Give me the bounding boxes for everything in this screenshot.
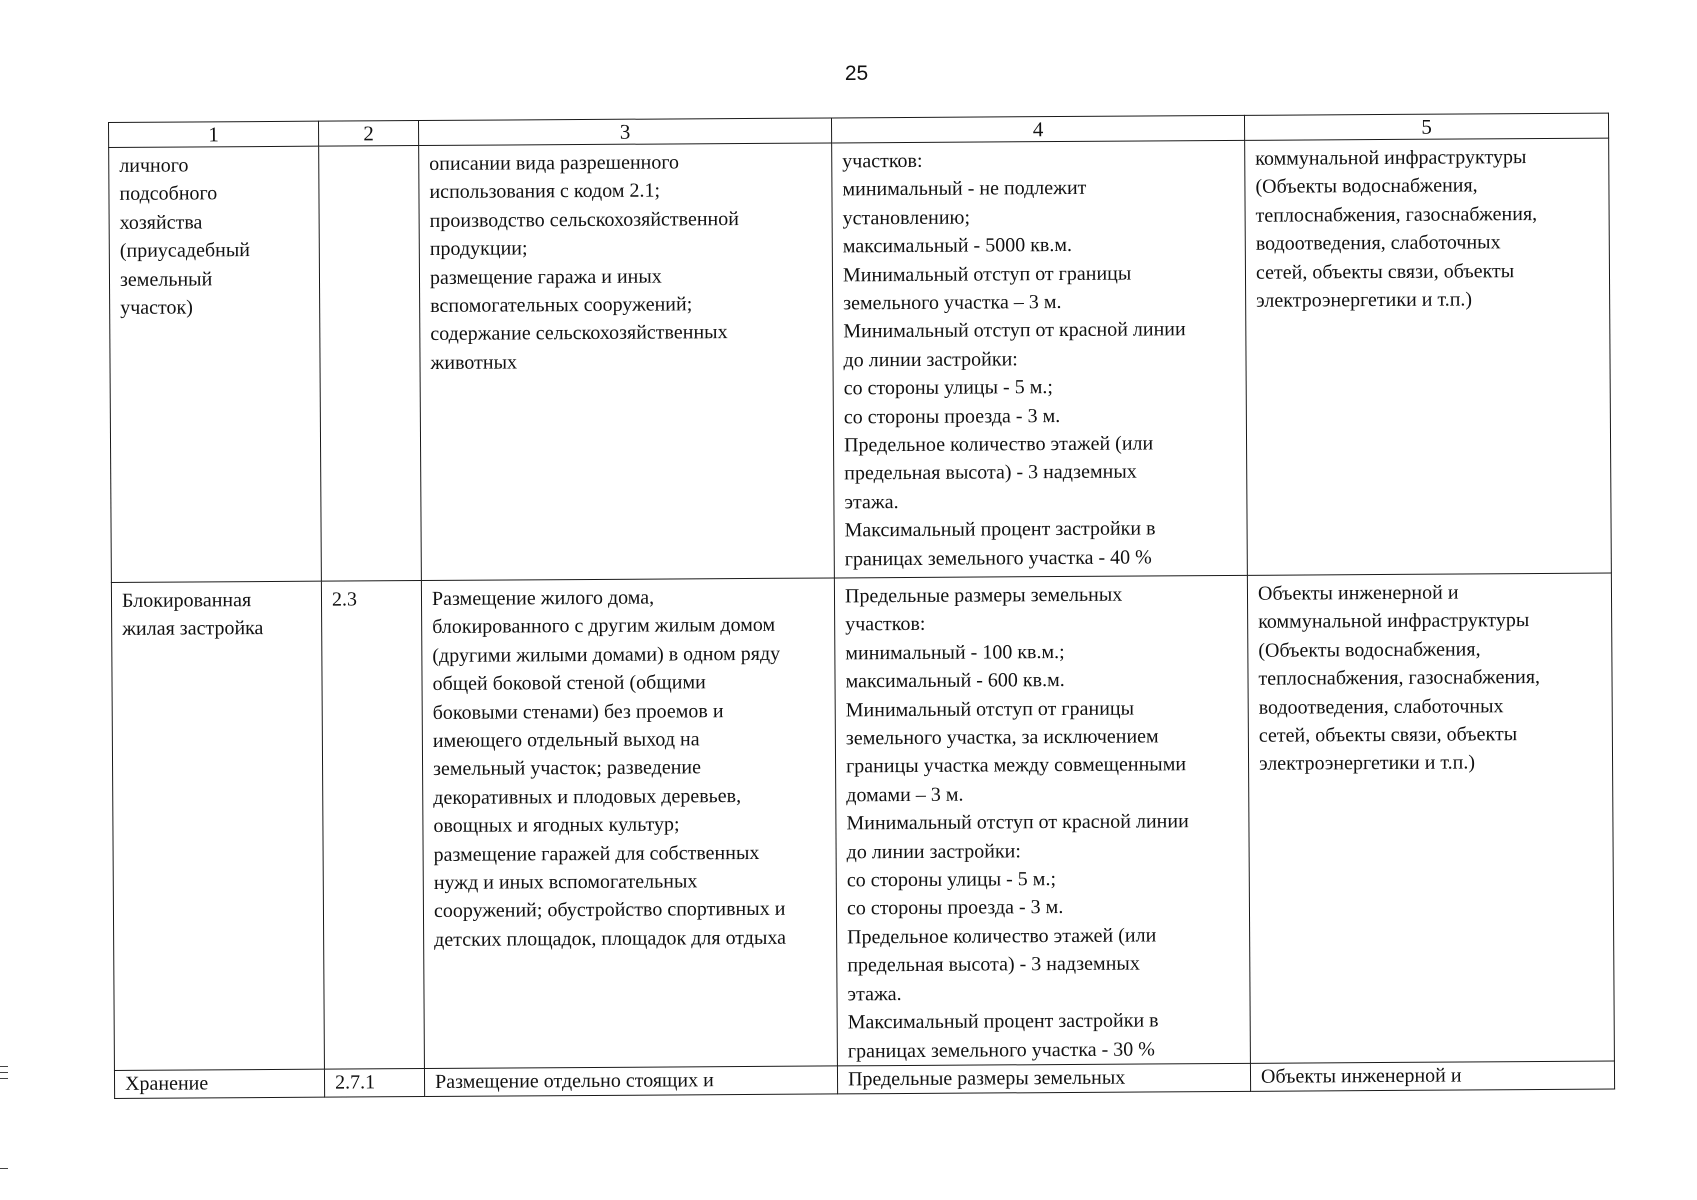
cell-text-line: участок) (120, 296, 193, 319)
cell-text-line: размещение гаража и иных (429, 265, 662, 289)
cell-text-line: сетей, объекты связи, объекты (1258, 723, 1518, 747)
cell-text-line: сооружений; обустройство спортивных и (433, 898, 786, 923)
use-name-cell (114, 1069, 324, 1098)
zoning-table (108, 113, 1615, 1099)
cell-text-line: 2.7.1 (334, 1071, 376, 1094)
cell-text-line: до линии застройки: (843, 348, 1018, 372)
cell-text-line: земельного участка, за исключением (845, 725, 1159, 750)
cell-text-line: Максимальный процент застройки в (844, 517, 1156, 542)
cell-text-line: теплоснабжения, газоснабжения, (1258, 666, 1541, 691)
cell-text-line: со стороны проезда - 3 м. (846, 896, 1064, 920)
infrastructure-cell (1245, 138, 1612, 575)
cell-text-line: электроэнергетики и т.п.) (1256, 288, 1473, 312)
cell-text-line: Объекты инженерной и (1257, 581, 1459, 605)
cell-text-line: домами – 3 м. (846, 783, 964, 807)
use-description-cell (424, 1066, 837, 1097)
cell-text-line: сетей, объекты связи, объекты (1255, 259, 1515, 284)
cell-text-line: Минимальный отступ от красной линии (846, 810, 1189, 835)
cell-text-line: максимальный - 5000 кв.м. (842, 234, 1073, 258)
cell-text-line: вспомогательных сооружений; (430, 293, 693, 318)
parameters-cell (834, 575, 1250, 1065)
infrastructure-cell (1250, 1061, 1614, 1091)
cell-text-line: этажа. (847, 982, 902, 1006)
table-row (111, 573, 1614, 1070)
cell-text-line: Максимальный процент застройки в (847, 1009, 1159, 1034)
header-cell-1: 1 (109, 121, 319, 147)
cell-text-line: боковыми стенами) без проемов и (432, 699, 724, 724)
cell-text-line: овощных и ягодных культур; (433, 813, 680, 838)
cell-text-line: личного (119, 154, 189, 177)
cell-text-line: со стороны улицы - 5 м.; (843, 376, 1053, 400)
use-description-cell (419, 143, 835, 581)
cell-text-line: электроэнергетики и т.п.) (1258, 751, 1476, 776)
cell-text-line: границы участка между совмещенными (845, 753, 1187, 778)
cell-text-line: Минимальный отступ от границы (842, 262, 1132, 287)
cell-text-line: (Объекты водоснабжения, (1255, 174, 1478, 199)
cell-text-line: максимальный - 600 кв.м. (845, 669, 1065, 693)
use-name-cell (109, 146, 322, 582)
cell-text-line: границах земельного участка - 30 % (847, 1037, 1155, 1062)
cell-text-line: нужд и иных вспомогательных (433, 870, 698, 895)
infrastructure-cell (1247, 573, 1614, 1063)
zoning-table-wrapper (108, 113, 1614, 1099)
cell-text-line: земельный участок; разведение (433, 756, 702, 781)
cell-text-line: до линии застройки: (846, 839, 1021, 864)
cell-text-line: подсобного (119, 182, 218, 206)
cell-text-line: границах земельного участка - 40 % (844, 546, 1152, 571)
cell-text-line: (другими жилыми домами) в одном ряду (432, 642, 781, 667)
scan-edge-mark (0, 1078, 8, 1079)
cell-text-line: Предельные размеры земельных (847, 1066, 1126, 1091)
cell-text-line: Предельные размеры земельных (844, 583, 1123, 608)
cell-text-line: участков: (842, 149, 923, 173)
cell-text-line: использования с кодом 2.1; (429, 179, 661, 204)
cell-text-line: предельная высота) - 3 надземных (847, 952, 1140, 977)
scan-edge-mark (0, 1072, 8, 1073)
cell-text-line: коммунальной инфраструктуры (1255, 146, 1527, 170)
cell-text-line: содержание сельскохозяйственных (430, 321, 728, 346)
cell-text-line: участков: (845, 613, 926, 636)
header-cell-4: 4 (831, 115, 1244, 143)
cell-text-line: Предельное количество этажей (или (843, 432, 1154, 457)
cell-text-line: размещение гаражей для собственных (433, 841, 760, 866)
cell-text-line: продукции; (429, 237, 528, 261)
cell-text-line: минимальный - 100 кв.м.; (845, 640, 1065, 665)
cell-text-line: декоративных и плодовых деревьев, (433, 784, 742, 809)
cell-text-line: описании вида разрешенного (429, 151, 680, 175)
cell-text-line: общей боковой стеной (общими (432, 671, 706, 696)
header-cell-3: 3 (418, 118, 831, 146)
cell-text-line: детских площадок, площадок для отдыха (434, 926, 787, 951)
cell-text-line: теплоснабжения, газоснабжения, (1255, 202, 1538, 227)
cell-text-line: Минимальный отступ от красной линии (843, 318, 1186, 343)
cell-text-line: минимальный - не подлежит (842, 177, 1087, 201)
cell-text-line: животных (430, 351, 518, 374)
cell-text-line: со стороны проезда - 3 м. (843, 404, 1061, 429)
parameters-cell (837, 1063, 1250, 1094)
cell-text-line: Хранение (124, 1072, 209, 1095)
cell-text-line: Размещение отдельно стоящих и (434, 1069, 714, 1093)
cell-text-line: этажа. (844, 490, 899, 514)
cell-text-line: Размещение жилого дома, (431, 586, 655, 610)
cell-text-line: коммунальной инфраструктуры (1258, 609, 1530, 634)
scan-edge-mark (0, 1168, 8, 1169)
cell-text-line: (Объекты водоснабжения, (1258, 638, 1481, 662)
cell-text-line: производство сельскохозяйственной (429, 207, 739, 232)
cell-text-line: Блокированная (121, 589, 252, 612)
cell-text-line: имеющего отдельный выход на (432, 728, 700, 753)
cell-text-line: Минимальный отступ от границы (845, 697, 1135, 722)
use-code-cell (324, 1068, 424, 1097)
header-cell-2: 2 (318, 121, 418, 147)
use-code-cell (321, 581, 424, 1070)
cell-text-line: земельного участка – 3 м. (843, 291, 1062, 315)
cell-text-line: хозяйства (119, 211, 203, 234)
cell-text-line: Объекты инженерной и (1260, 1064, 1462, 1088)
table-row (109, 138, 1612, 582)
cell-text-line: Предельное количество этажей (или (847, 924, 1157, 949)
cell-text-line: предельная высота) - 3 надземных (844, 461, 1137, 485)
use-description-cell (421, 578, 837, 1068)
use-code-cell (319, 146, 422, 582)
cell-text-line: блокированного с другим жилым домом (432, 614, 776, 639)
cell-text-line: земельный (119, 267, 213, 291)
header-cell-5: 5 (1244, 113, 1608, 140)
page-number: 25 (844, 62, 869, 85)
parameters-cell (832, 140, 1248, 578)
cell-text-line: водоотведения, слаботочных (1255, 231, 1501, 256)
use-name-cell (111, 581, 324, 1070)
cell-text-line: (приусадебный (119, 239, 251, 263)
cell-text-line: со стороны улицы - 5 м.; (846, 868, 1057, 892)
cell-text-line: водоотведения, слаботочных (1258, 694, 1504, 719)
cell-text-line: установлению; (842, 206, 971, 230)
cell-text-line: жилая застройка (122, 617, 264, 641)
cell-text-line: 2.3 (331, 588, 358, 611)
scan-edge-mark (0, 1066, 8, 1067)
